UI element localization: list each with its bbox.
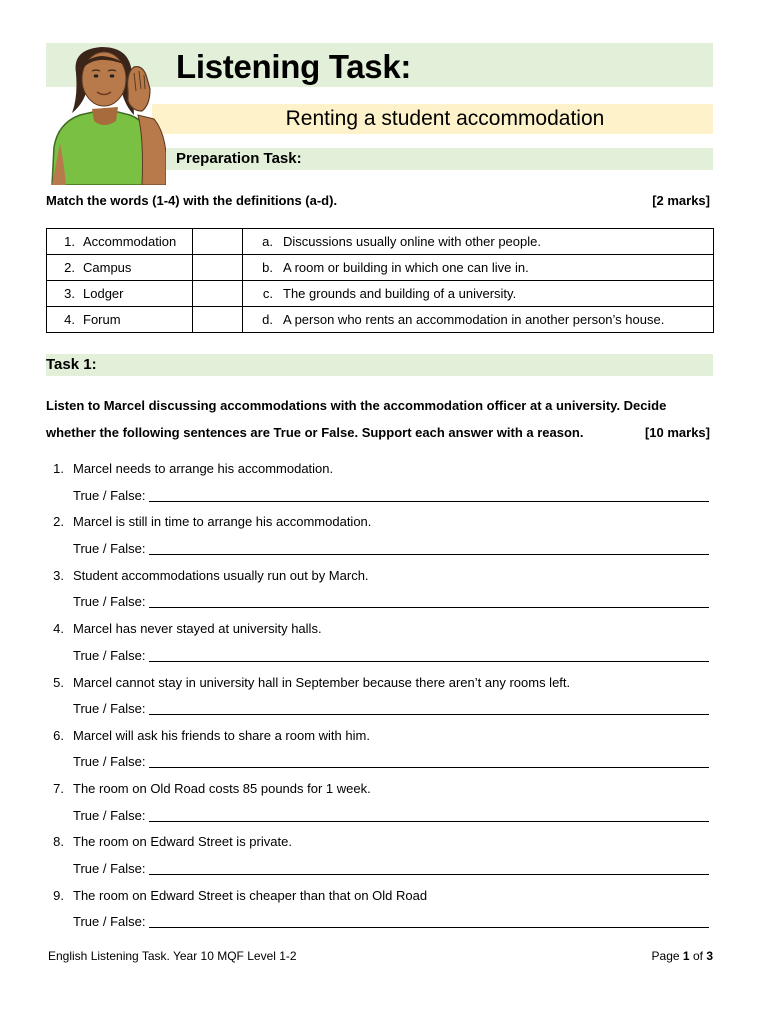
word-cell: [47, 281, 193, 307]
footer-course: English Listening Task. Year 10 MQF Level 1-2: [48, 949, 297, 963]
answer-cell[interactable]: [193, 281, 243, 307]
word-cell: [47, 229, 193, 255]
true-false-label: True / False:: [73, 488, 146, 503]
question-text: Marcel is still in time to arrange his accommodation.: [73, 514, 372, 529]
prep-instruction: [46, 193, 713, 209]
task1-instruction-text: whether the following sentences are True or False. Support each answer with a reason.: [46, 425, 584, 440]
question-text: The room on Old Road costs 85 pounds for 1 week.: [73, 781, 371, 796]
question-text: The room on Edward Street is private.: [73, 834, 292, 849]
question-number: 8.: [53, 834, 64, 849]
answer-cell[interactable]: [193, 255, 243, 281]
question-number: 3.: [53, 568, 64, 583]
list-item: [46, 888, 713, 904]
true-false-label: True / False:: [73, 648, 146, 663]
definition-letter: b.: [262, 260, 273, 275]
word-text: Accommodation: [83, 234, 177, 249]
definition-text: Discussions usually online with other people.: [283, 234, 541, 249]
question-number: 5.: [53, 675, 64, 690]
table-row: [47, 255, 714, 281]
question-text: Marcel has never stayed at university halls.: [73, 621, 322, 636]
task1-band: [46, 354, 713, 376]
list-item: [46, 461, 713, 477]
definition-cell: [243, 229, 714, 255]
table-row: [47, 229, 714, 255]
task1-heading: Task 1:: [46, 356, 97, 373]
definition-cell: [243, 281, 714, 307]
word-number: 3.: [64, 286, 75, 301]
footer-page-number: [652, 948, 713, 964]
question-text: Marcel cannot stay in university hall in September because there aren’t any rooms left.: [73, 675, 571, 690]
answer-line: [73, 754, 709, 770]
definition-letter: d.: [262, 312, 273, 327]
answer-line: [73, 701, 709, 717]
page-of: of: [692, 949, 703, 963]
definition-cell: [243, 255, 714, 281]
answer-field[interactable]: [149, 914, 709, 928]
task1-instruction-line1: Listen to Marcel discussing accommodations with the accommodation officer at a university. Decide: [46, 398, 667, 413]
word-number: 4.: [64, 312, 75, 327]
page-current: 1: [682, 949, 690, 963]
answer-line: [73, 541, 709, 557]
page-total: 3: [706, 949, 713, 963]
table-row: [47, 281, 714, 307]
list-item: [46, 675, 713, 691]
answer-field[interactable]: [149, 861, 709, 875]
definition-text: The grounds and building of a university.: [283, 286, 517, 301]
answer-line: [73, 914, 709, 930]
table-row: [47, 307, 714, 333]
answer-field[interactable]: [149, 808, 709, 822]
answer-field[interactable]: [149, 594, 709, 608]
task1-instruction-line2: [46, 425, 713, 441]
answer-field[interactable]: [149, 754, 709, 768]
answer-line: [73, 808, 709, 824]
question-text: Marcel needs to arrange his accommodation.: [73, 461, 334, 476]
definition-letter: c.: [262, 286, 273, 301]
word-number: 2.: [64, 260, 75, 275]
word-cell: [47, 307, 193, 333]
true-false-label: True / False:: [73, 701, 146, 716]
prep-instruction-text: Match the words (1-4) with the definitions (a-d).: [46, 193, 338, 208]
definition-letter: a.: [262, 234, 273, 249]
word-text: Forum: [83, 312, 121, 327]
true-false-label: True / False:: [73, 808, 146, 823]
question-text: Marcel will ask his friends to share a room with him.: [73, 728, 370, 743]
true-false-label: True / False:: [73, 541, 146, 556]
list-item: [46, 514, 713, 530]
prep-heading: Preparation Task:: [176, 150, 302, 167]
definition-cell: [243, 307, 714, 333]
question-text: Student accommodations usually run out by March.: [73, 568, 369, 583]
definition-text: A person who rents an accommodation in another person’s house.: [283, 312, 665, 327]
answer-line: [73, 488, 709, 504]
question-text: The room on Edward Street is cheaper than that on Old Road: [73, 888, 428, 903]
matching-table: [46, 228, 714, 333]
word-cell: [47, 255, 193, 281]
word-number: 1.: [64, 234, 75, 249]
question-number: 7.: [53, 781, 64, 796]
definition-text: A room or building in which one can live in.: [283, 260, 529, 275]
task1-marks: [10 marks]: [644, 425, 710, 440]
page-title: Listening Task:: [176, 48, 412, 85]
listening-person-illustration: [46, 43, 166, 185]
question-number: 9.: [53, 888, 64, 903]
question-number: 6.: [53, 728, 64, 743]
true-false-label: True / False:: [73, 754, 146, 769]
list-item: [46, 781, 713, 797]
answer-line: [73, 861, 709, 877]
list-item: [46, 568, 713, 584]
list-item: [46, 621, 713, 637]
question-number: 1.: [53, 461, 64, 476]
true-false-label: True / False:: [73, 861, 146, 876]
prep-marks: [2 marks]: [652, 193, 710, 208]
word-text: Lodger: [83, 286, 124, 301]
true-false-label: True / False:: [73, 594, 146, 609]
answer-cell[interactable]: [193, 307, 243, 333]
list-item: [46, 834, 713, 850]
question-number: 2.: [53, 514, 64, 529]
answer-cell[interactable]: [193, 229, 243, 255]
list-item: [46, 728, 713, 744]
question-number: 4.: [53, 621, 64, 636]
word-text: Campus: [83, 260, 132, 275]
answer-line: [73, 594, 709, 610]
answer-line: [73, 648, 709, 664]
answer-field[interactable]: [149, 488, 709, 502]
page-subtitle: Renting a student accommodation: [285, 107, 605, 130]
true-false-label: True / False:: [73, 914, 146, 929]
answer-field[interactable]: [149, 541, 709, 555]
answer-field[interactable]: [149, 701, 709, 715]
answer-field[interactable]: [149, 648, 709, 662]
page-word: Page: [651, 949, 680, 963]
